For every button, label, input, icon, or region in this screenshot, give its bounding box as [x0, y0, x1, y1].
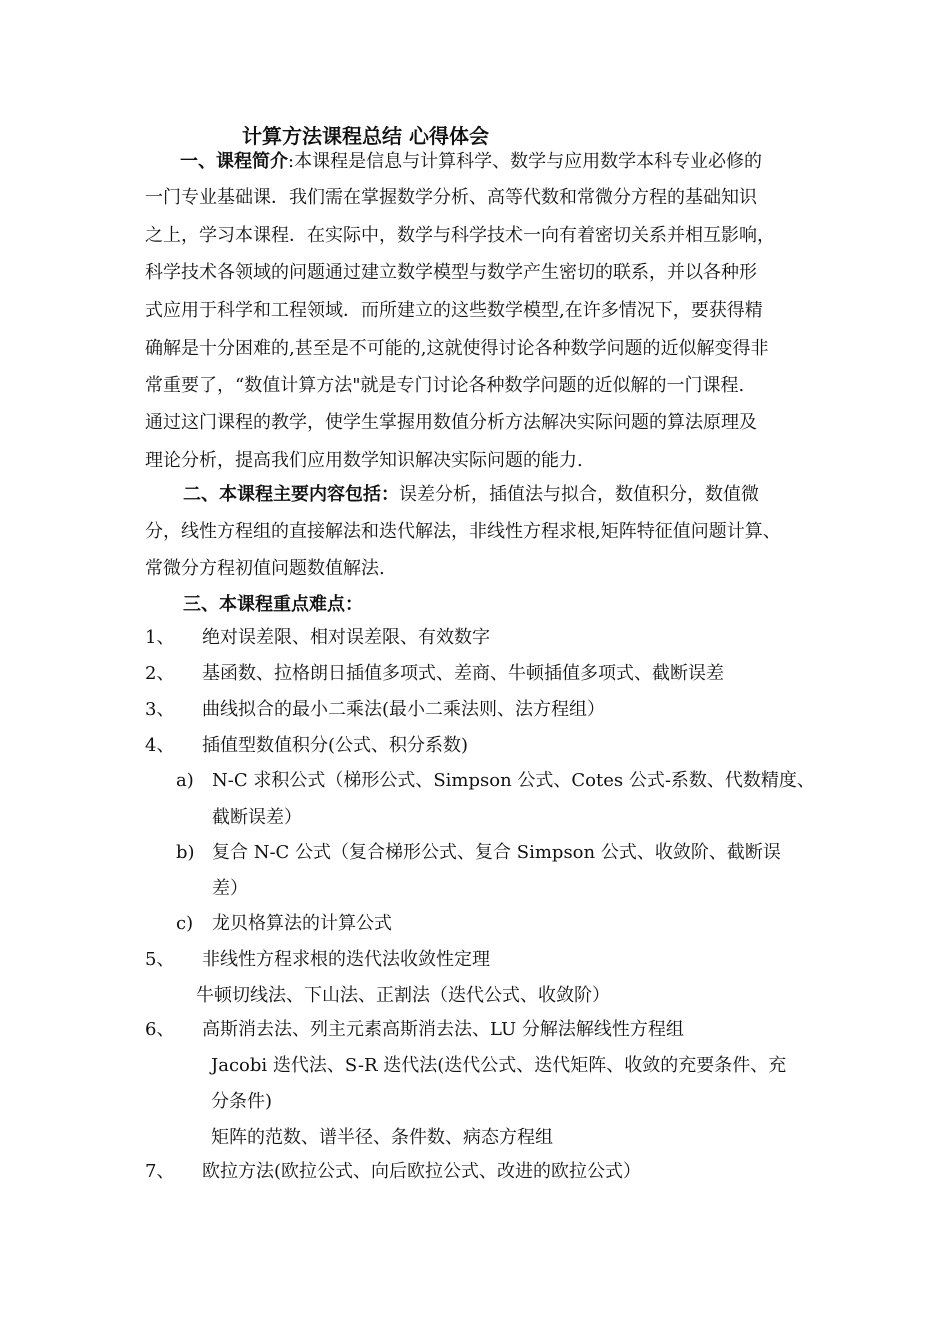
sublist-item-continuation: 差） [212, 878, 248, 899]
list-item: 插值型数值积分(公式、积分系数) [202, 735, 469, 756]
list-item: 绝对误差限、相对误差限、有效数字 [202, 627, 490, 648]
document-title: 计算方法课程总结 心得体会 [242, 124, 489, 148]
section1-line: 常重要了，“数值计算方法"就是专门讨论各种数学问题的近似解的一门课程. [145, 375, 745, 396]
section1-heading: 一、课程简介 [180, 151, 288, 172]
list-number: 2、 [145, 663, 175, 684]
list-item-subline: 矩阵的范数、谱半径、条件数、病态方程组 [211, 1127, 553, 1148]
list-item-subline: 牛顿切线法、下山法、正割法（迭代公式、收敛阶） [196, 985, 610, 1006]
section2-line: 误差分析，插值法与拟合，数值积分，数值微 [399, 484, 759, 505]
list-item: 基函数、拉格朗日插值多项式、差商、牛顿插值多项式、截断误差 [202, 663, 724, 684]
section1-line: 理论分析，提高我们应用数学知识解决实际问题的能力. [145, 450, 583, 471]
list-number: 7、 [145, 1161, 175, 1182]
sublist-letter: a) [176, 770, 194, 791]
sublist-letter: c) [176, 913, 194, 934]
section1-line: 之上，学习本课程．在实际中，数学与科学技术一向有着密切关系并相互影响， [145, 225, 775, 246]
sublist-item: N-C 求积公式（梯形公式、Simpson 公式、Cotes 公式-系数、代数精度、 [212, 770, 815, 791]
section2-line: 常微分方程初值问题数值解法. [145, 558, 385, 579]
section1-line: :本课程是信息与计算科学、数学与应用数学本科专业必修的 [288, 151, 763, 172]
list-number: 4、 [145, 735, 175, 756]
list-item-subline: Jacobi 迭代法、S-R 迭代法(迭代公式、迭代矩阵、收敛的充要条件、充 [211, 1055, 787, 1076]
sublist-letter: b) [176, 842, 195, 863]
section1-line: 通过这门课程的教学，使学生掌握用数值分析方法解决实际问题的算法原理及 [145, 412, 757, 433]
list-item: 高斯消去法、列主元素高斯消去法、LU 分解法解线性方程组 [202, 1019, 684, 1040]
list-number: 6、 [145, 1019, 175, 1040]
section1-line: 一门专业基础课．我们需在掌握数学分析、高等代数和常微分方程的基础知识 [145, 187, 757, 208]
section1-line: 科学技术各领域的问题通过建立数学模型与数学产生密切的联系，并以各种形 [145, 262, 757, 283]
list-item: 曲线拟合的最小二乘法(最小二乘法则、法方程组） [202, 699, 606, 720]
list-number: 5、 [145, 949, 175, 970]
list-item-subline: 分条件) [211, 1091, 273, 1112]
sublist-item: 复合 N-C 公式（复合梯形公式、复合 Simpson 公式、收敛阶、截断误 [212, 842, 781, 863]
list-number: 1、 [145, 627, 175, 648]
sublist-item: 龙贝格算法的计算公式 [212, 913, 392, 934]
list-item: 非线性方程求根的迭代法收敛性定理 [202, 949, 490, 970]
section1-line: 确解是十分困难的,甚至是不可能的,这就使得讨论各种数学问题的近似解变得非 [145, 338, 769, 359]
list-item: 欧拉方法(欧拉公式、向后欧拉公式、改进的欧拉公式） [202, 1161, 642, 1182]
section2-heading: 二、本课程主要内容包括： [183, 484, 399, 505]
sublist-item-continuation: 截断误差） [212, 807, 302, 828]
section1-first-line [180, 150, 762, 174]
section2-line: 分，线性方程组的直接解法和迭代解法，非线性方程求根,矩阵特征值问题计算、 [145, 521, 781, 542]
section3-heading: 三、本课程重点难点： [183, 594, 363, 615]
section1-line: 式应用于科学和工程领域．而所建立的这些数学模型,在许多情况下，要获得精 [145, 300, 763, 321]
section2-first-line [183, 483, 759, 507]
list-number: 3、 [145, 699, 175, 720]
